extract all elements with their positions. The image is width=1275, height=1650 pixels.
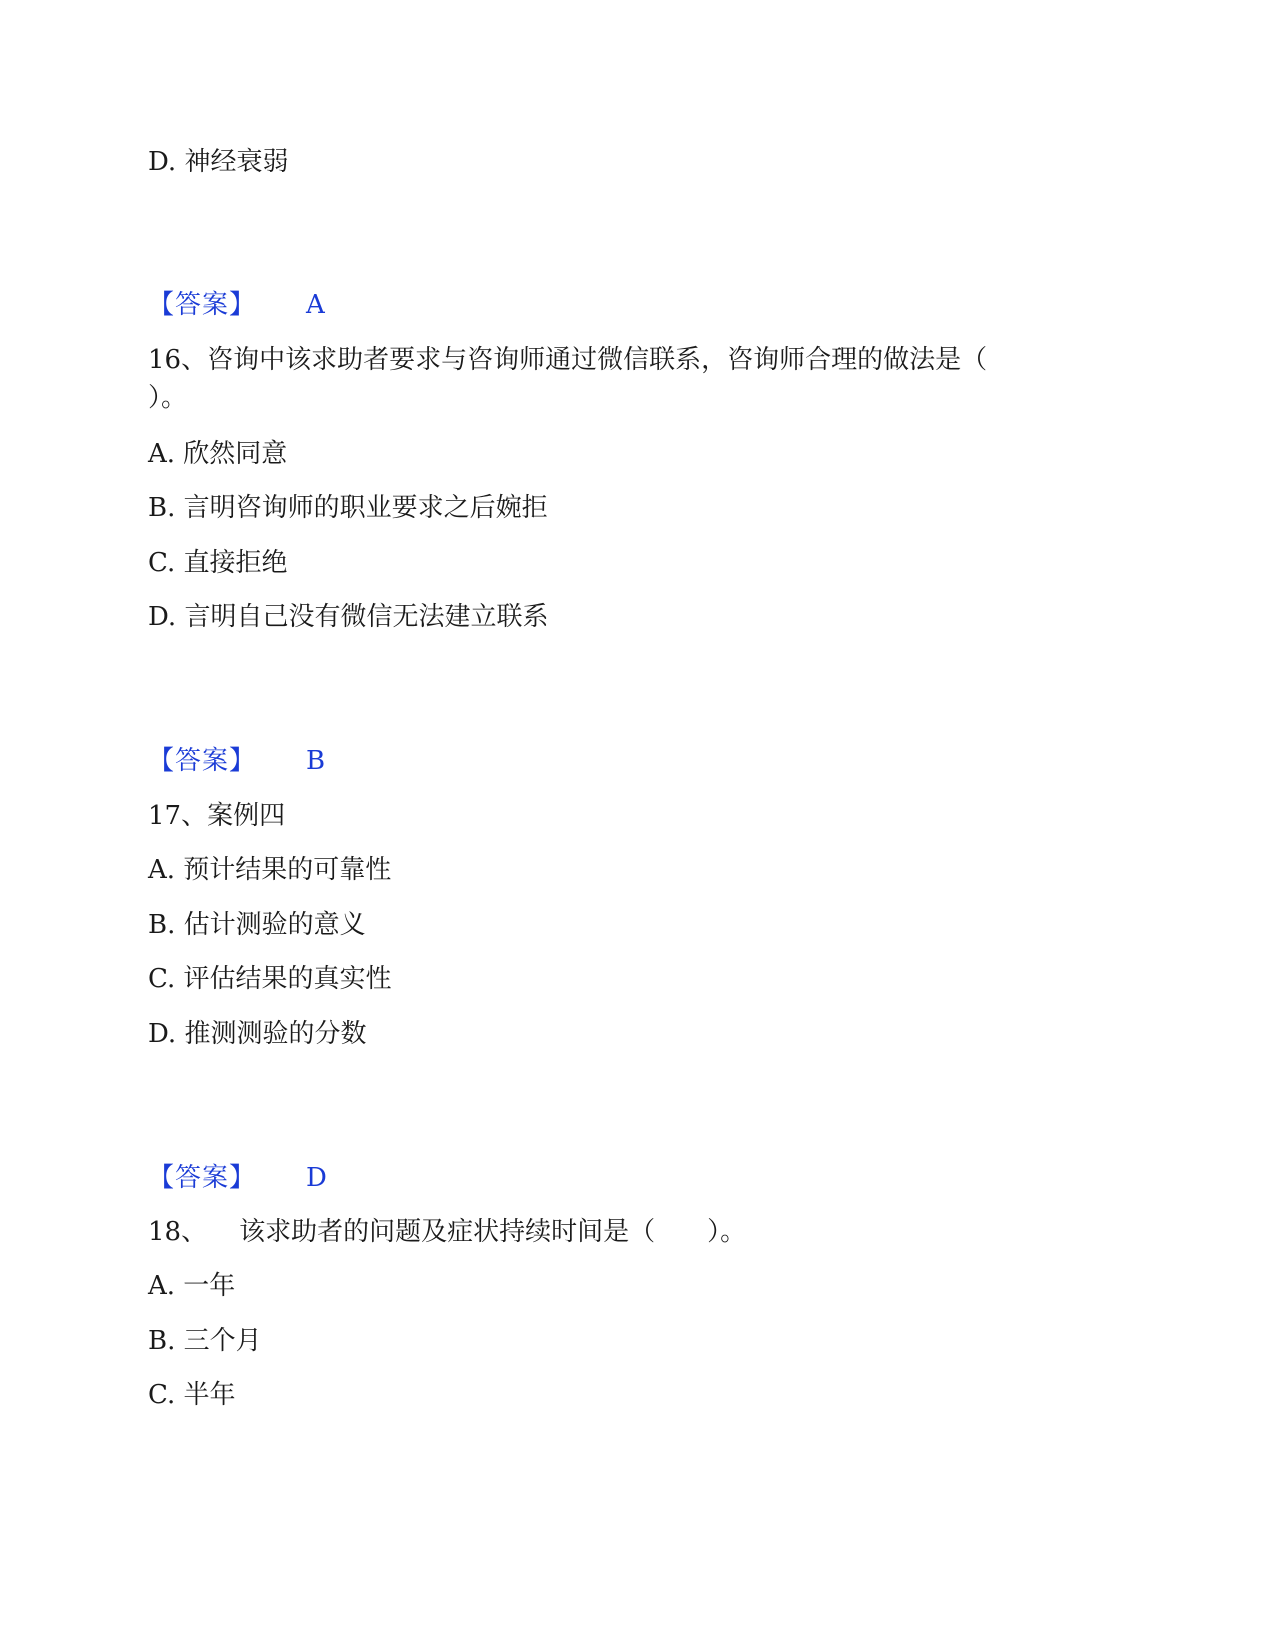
answer-15 [148,288,325,322]
q15-option-d: D. 神经衰弱 [148,147,289,177]
q17-option-d: D. 推测测验的分数 [148,1019,367,1049]
q18-option-a: A. 一年 [148,1271,236,1301]
q17-stem: 17、案例四 [148,801,286,831]
q18-stem [148,1215,746,1249]
answer-16 [148,744,325,778]
answer-value: A [306,290,325,320]
q16-option-b: B. 言明咨询师的职业要求之后婉拒 [148,493,548,523]
q16-option-c: C. 直接拒绝 [148,548,288,578]
q17-option-c: C. 评估结果的真实性 [148,964,392,994]
q18-number: 18、 [148,1217,208,1247]
answer-label: 【答案】 [148,1163,257,1193]
q17-option-b: B. 估计测验的意义 [148,910,366,940]
q18-option-b: B. 三个月 [148,1326,262,1356]
q16-option-d: D. 言明自己没有微信无法建立联系 [148,602,549,632]
answer-value: B [306,746,326,776]
answer-17 [148,1161,327,1195]
answer-label: 【答案】 [148,746,257,776]
q18-text: 该求助者的问题及症状持续时间是（ ）。 [239,1217,747,1247]
answer-value: D [306,1163,327,1193]
q18-option-c: C. 半年 [148,1380,236,1410]
answer-label: 【答案】 [148,290,257,320]
q16-stem-line2: ）。 [148,383,188,413]
q17-option-a: A. 预计结果的可靠性 [148,855,392,885]
q16-stem-line1: 16、咨询中该求助者要求与咨询师通过微信联系，咨询师合理的做法是（ [148,345,988,375]
q16-option-a: A. 欣然同意 [148,439,288,469]
